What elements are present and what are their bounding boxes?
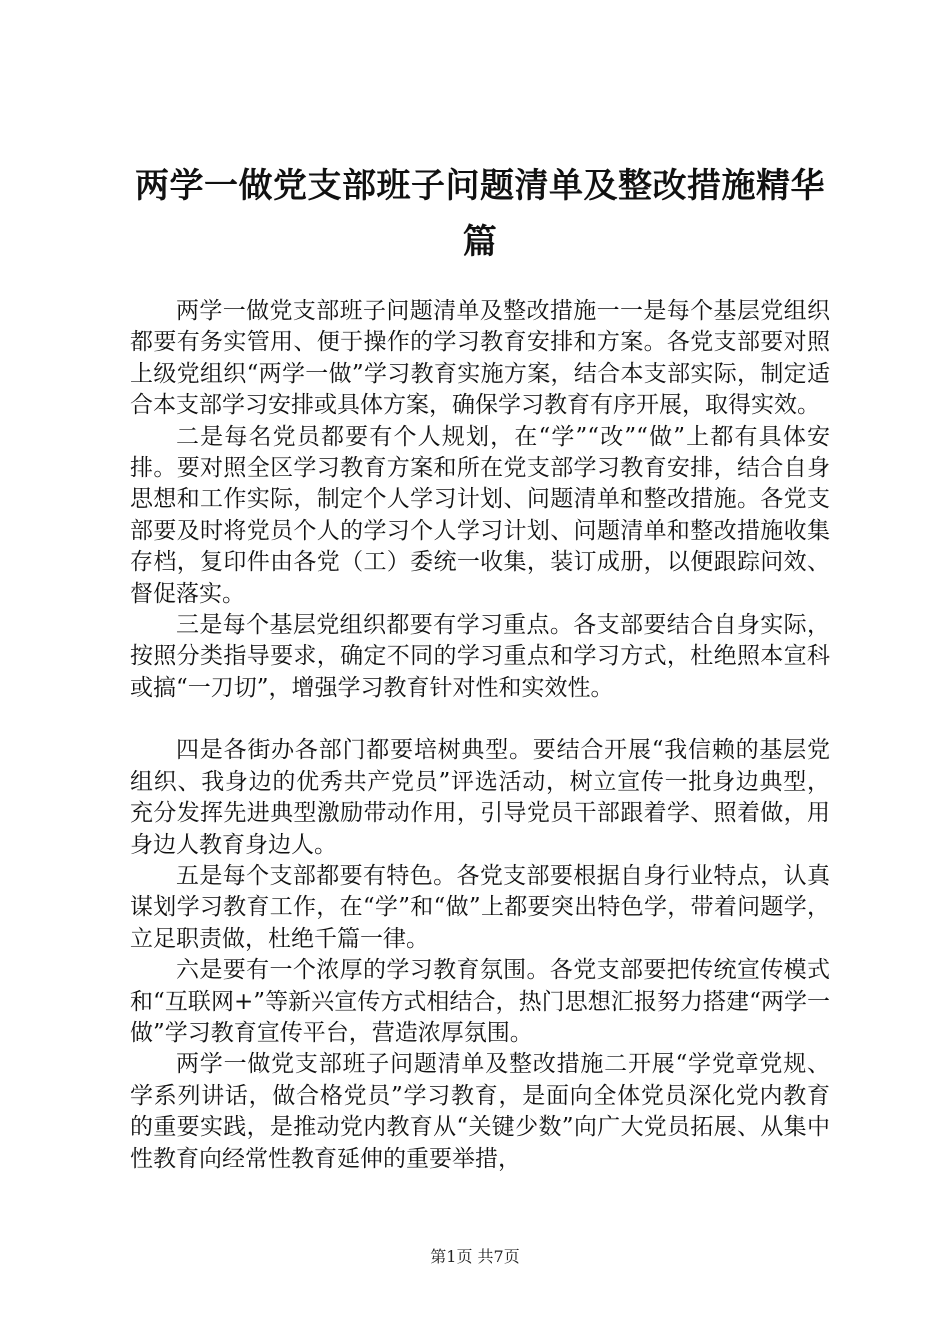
paragraph-3: 三是每个基层党组织都要有学习重点。各支部要结合自身实际，按照分类指导要求，确定不同的学习重点和学习方式，杜绝照本宣科或搞“一刀切”，增强学习教育针对性和实效性。 — [130, 612, 830, 701]
document-title: 两学一做党支部班子问题清单及整改措施精华篇 — [135, 166, 825, 262]
paragraph-1: 两学一做党支部班子问题清单及整改措施一一是每个基层党组织都要有务实管用、便于操作的学习教育安排和方案。各党支部要对照上级党组织“两学一做”学习教育实施方案，结合本支部实际，制定适合本支部学习安排或具体方案，确保学习教育有序开展，取得实效。 — [130, 298, 830, 419]
document-body — [130, 296, 830, 1175]
paragraph-4: 四是各街办各部门都要培树典型。要结合开展“我信赖的基层党组织、我身边的优秀共产党员”评选活动，树立宣传一批身边典型，充分发挥先进典型激励带动作用，引导党员干部跟着学、照着做，用身边人教育身边人。 — [130, 737, 830, 858]
paragraph-7: 两学一做党支部班子问题清单及整改措施二开展“学党章党规、学系列讲话，做合格党员”学习教育，是面向全体党员深化党内教育的重要实践，是推动党内教育从“关键少数”向广大党员拓展、从集中性教育向经常性教育延伸的重要举措， — [130, 1051, 830, 1172]
paragraph-5: 五是每个支部都要有特色。各党支部要根据自身行业特点，认真谋划学习教育工作，在“学”和“做”上都要突出特色学，带着问题学，立足职责做，杜绝千篇一律。 — [130, 862, 830, 952]
paragraph-2: 二是每名党员都要有个人规划，在“学”“改”“做”上都有具体安排。要对照全区学习教育方案和所在党支部学习教育安排，结合自身思想和工作实际，制定个人学习计划、问题清单和整改措施。各党支部要及时将党员个人的学习个人学习计划、问题清单和整改措施收集存档，复印件由各党（工）委统一收集，装订成册，以便跟踪问效、督促落实。 — [130, 423, 830, 607]
page-footer: 第1页 共7页 — [430, 1247, 520, 1266]
paragraph-6: 六是要有一个浓厚的学习教育氛围。各党支部要把传统宣传模式和“互联网+”等新兴宣传方式相结合，热门思想汇报努力搭建“两学一做”学习教育宣传平台，营造浓厚氛围。 — [130, 957, 830, 1046]
